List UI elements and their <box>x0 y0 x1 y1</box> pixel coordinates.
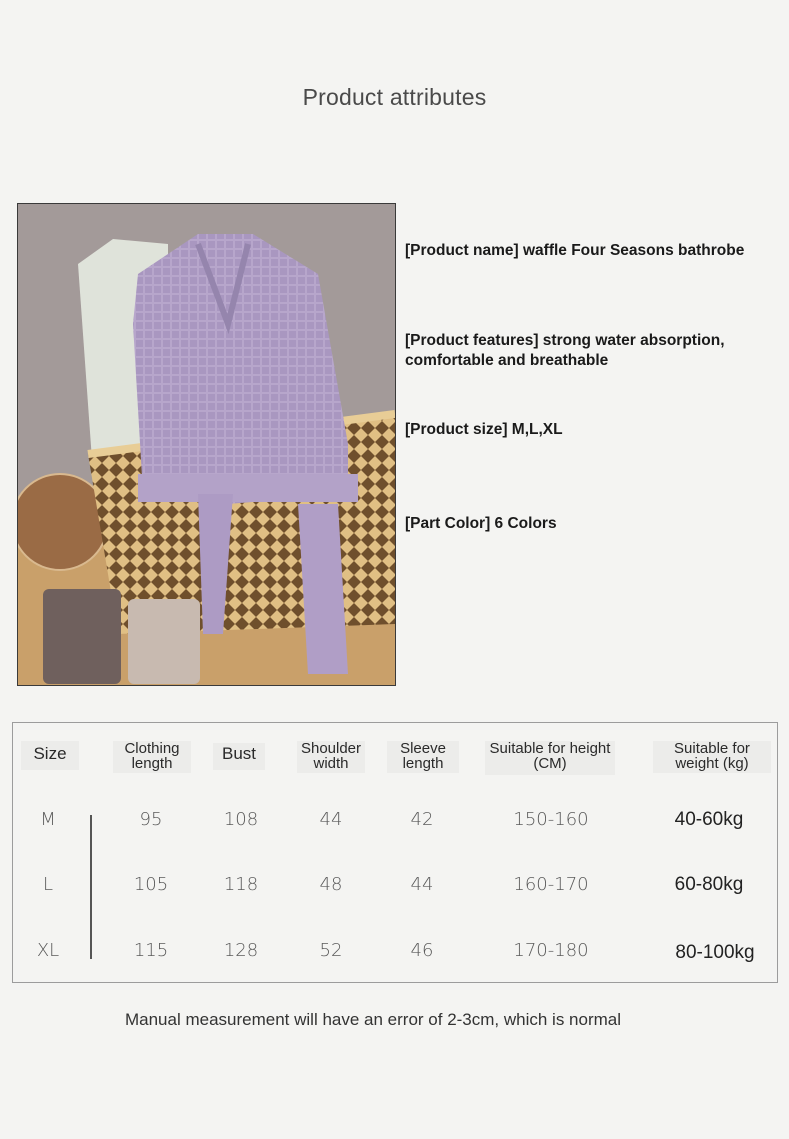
header-clothing-length: Clothing length <box>113 741 191 773</box>
row-m-weight: 40-60kg <box>674 809 744 830</box>
header-weight: Suitable for weight (kg) <box>653 741 771 773</box>
size-table <box>12 722 778 983</box>
row-l-shoulder-width: 48 <box>319 874 343 895</box>
row-l-height: 160-170 <box>513 874 589 895</box>
row-l-size: L <box>42 874 54 895</box>
page-title: Product attributes <box>302 84 487 110</box>
header-height: Suitable for height (CM) <box>485 741 615 775</box>
row-xl-sleeve-length: 46 <box>410 940 434 961</box>
attribute-part-color: [Part Color] 6 Colors <box>405 515 557 532</box>
row-m-sleeve-length: 42 <box>410 809 434 830</box>
attribute-product-size: [Product size] M,L,XL <box>405 421 563 438</box>
row-xl-weight: 80-100kg <box>675 942 755 963</box>
row-m-shoulder-width: 44 <box>319 809 343 830</box>
row-m-bust: 108 <box>223 809 259 830</box>
row-xl-shoulder-width: 52 <box>319 940 343 961</box>
row-xl-clothing-length: 115 <box>133 940 169 961</box>
header-sleeve-length: Sleeve length <box>387 741 459 773</box>
row-xl-size: XL <box>36 940 60 961</box>
row-l-bust: 118 <box>223 874 259 895</box>
header-size: Size <box>21 741 79 770</box>
row-m-clothing-length: 95 <box>139 809 163 830</box>
row-l-weight: 60-80kg <box>674 874 744 895</box>
bathrobe-illustration <box>18 204 395 685</box>
row-l-sleeve-length: 44 <box>410 874 434 895</box>
row-xl-height: 170-180 <box>513 940 589 961</box>
row-xl-bust: 128 <box>223 940 259 961</box>
row-m-height: 150-160 <box>513 809 589 830</box>
size-divider <box>90 815 92 959</box>
attribute-product-name: [Product name] waffle Four Seasons bathrobe <box>405 242 745 259</box>
product-photo <box>17 203 396 686</box>
header-bust: Bust <box>213 743 265 770</box>
header-shoulder-width: Shoulder width <box>297 741 365 773</box>
row-l-clothing-length: 105 <box>133 874 169 895</box>
row-m-size: M <box>40 809 56 830</box>
attribute-product-features: [Product features] strong water absorption, comfortable and breathable <box>405 332 725 369</box>
measurement-note: Manual measurement will have an error of 2-3cm, which is normal <box>124 1010 622 1029</box>
